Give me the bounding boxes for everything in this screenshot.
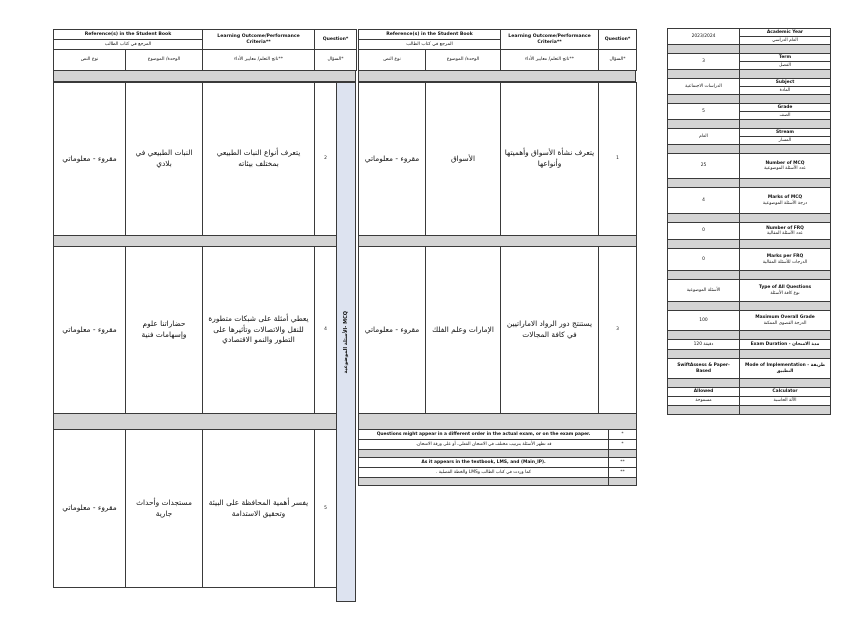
table-row [54,83,337,236]
grade-label-ar: الصف [740,112,831,120]
outcome-header-en: Learning Outcome/Performance Criteria** [501,30,599,50]
note-text: كما وردت في كتاب الطالب وLMS والخطة الفصلية . [359,468,609,478]
stream-label: Stream [740,129,831,137]
text-type-header: نوع النص [359,50,426,71]
row-separator [359,414,637,430]
frq-marks-value: 0 [668,249,740,271]
reference-header-ar: المرجع في كتاب الطالب [359,40,501,50]
term-label: Term [740,54,831,62]
row-separator [359,450,637,458]
middle-table-subheader [358,49,637,71]
outcome-cell: يستنتج دور الرواد الاماراتيين في كافة المجالات [501,247,599,414]
note-text: As it appears in the textbook, LMS, and (Main_IP). [359,458,609,468]
middle-table-body [358,82,637,430]
outcome-header-ar: ناتج التعلم/ معايير الأداء** [203,50,315,71]
mcq-marks-value: 4 [668,188,740,214]
question-type-value: الأسئلة الموضوعية [668,280,740,302]
reference-header-ar: المرجع في كتاب الطالب [54,40,203,50]
unit-cell: النبات الطبيعي في بلادي [126,83,203,236]
exam-duration-label: Exam Duration - مدة الامتحان [740,340,831,350]
note-mark: * [609,430,637,440]
outcome-cell: يعطي أمثلة على شبكات متطورة للنقل والاتصالات وتأثيرها على التطور والنمو الاقتصادي [203,247,315,414]
frq-count-label-ar: عدد الأسئلة المقالية [767,231,803,236]
text-type-cell: مقروء - معلوماتي [54,430,126,588]
gray-spacer [53,70,356,82]
gray-spacer [358,70,636,82]
term-value: 3 [668,54,740,70]
unit-cell: الأسواق [426,83,501,236]
mcq-section-band [336,82,356,602]
academic-year-value: 2023/2024 [668,29,740,45]
row-separator [54,414,337,430]
question-number-cell: 5 [315,430,337,588]
left-table-body [53,82,337,588]
reference-header-en: Reference(s) in the Student Book [54,30,203,40]
calculator-value-ar: مسموحة [668,397,740,406]
calculator-value: Allowed [668,388,740,397]
text-type-cell: مقروء - معلوماتي [54,247,126,414]
mcq-count-value: 25 [668,154,740,179]
subject-label-ar: المادة [740,87,831,95]
subject-value: الدراسات الاجتماعية [668,79,740,95]
note-text: Questions might appear in a different order in the actual exam, or on the exam paper. [359,430,609,440]
academic-year-label: Academic Year [740,29,831,37]
left-table-subheader [53,49,357,71]
table-row [54,430,337,588]
academic-year-label-ar: العام الدراسي [740,37,831,45]
text-type-cell: مقروء - معلوماتي [54,83,126,236]
outcome-cell: يتعرف أنواع النبات الطبيعي بمختلف بيئاته [203,83,315,236]
exam-info-panel [667,28,831,415]
reference-header-en: Reference(s) in the Student Book [359,30,501,40]
row-separator [359,478,637,486]
notes-table [358,429,637,486]
question-header-ar: السؤال* [315,50,357,71]
note-row [359,430,637,440]
max-grade-label: Maximum Overall Grade [755,315,815,321]
note-row [359,458,637,468]
question-number-cell: 4 [315,247,337,414]
note-row [359,468,637,478]
mcq-marks-label: Marks of MCQ [767,195,803,201]
table-row [359,247,637,414]
unit-cell: الإمارات وعلم الفلك [426,247,501,414]
outcome-cell: يفسر أهمية المحافظة على البيئة وتحقيق الاستدامة [203,430,315,588]
text-type-cell: مقروء - معلوماتي [359,83,426,236]
stream-value: العام [668,129,740,145]
frq-marks-label: Marks per FRQ [766,254,804,260]
mcq-marks-label-ar: درجة الأسئلة الموضوعية [762,200,808,206]
grade-value: 5 [668,104,740,120]
question-number-cell: 3 [599,247,637,414]
text-type-cell: مقروء - معلوماتي [359,247,426,414]
max-grade-value: 100 [668,311,740,331]
mcq-count-label: Number of MCQ [765,160,805,166]
question-header-en: Question* [599,30,637,50]
question-type-label-ar: نوع كافة الأسئلة [770,290,800,296]
outcome-header-ar: ناتج التعلم/ معايير الأداء** [501,50,599,71]
row-separator [54,236,337,247]
question-header-en: Question* [315,30,357,50]
implementation-mode-label: Mode of Implementation - طريقة التطبيق [740,359,831,379]
table-row [359,83,637,236]
subject-label: Subject [740,79,831,87]
text-type-header: نوع النص [54,50,126,71]
grade-label: Grade [740,104,831,112]
note-row [359,440,637,450]
question-number-cell: 2 [315,83,337,236]
note-mark: ** [609,458,637,468]
table-row [54,247,337,414]
unit-topic-header: الوحدة/ الموضوع [426,50,501,71]
question-header-ar: السؤال* [599,50,637,71]
middle-table-header [358,29,637,50]
calculator-label-ar: الآلة الحاسبة [740,397,831,406]
frq-count-label: Number of FRQ [766,225,804,231]
mcq-section-label: الأسئلة الموضوعية- MCQ [343,310,349,374]
unit-cell: حضاراتنا علوم وإسهامات فنية [126,247,203,414]
calculator-label: Calculator [740,388,831,397]
frq-marks-label-ar: الدرجات للأسئلة المقالية [762,259,808,265]
mcq-count-label-ar: عدد الأسئلة الموضوعية [764,166,806,171]
outcome-cell: يتعرف نشأة الأسواق وأهميتها وأنواعها [501,83,599,236]
middle-table [358,29,636,504]
unit-cell: مستجدات وأحداث جارية [126,430,203,588]
implementation-mode-value: SwiftAssess & Paper-Based [668,359,740,379]
unit-topic-header: الوحدة/ الموضوع [126,50,203,71]
note-text: قد تظهر الأسئلة بترتيب مختلف في الامتحان الفعلي، أو على ورقة الامتحان. [359,440,609,450]
left-table-header [53,29,357,50]
row-separator [359,236,637,247]
max-grade-label-ar: الدرجة القصوى الممكنة [763,320,807,326]
question-type-label: Type of All Questions [758,285,812,291]
exam-duration-value: 120 دقيقة [668,340,740,350]
frq-count-value: 0 [668,223,740,240]
stream-label-ar: المسار [740,137,831,145]
question-number-cell: 1 [599,83,637,236]
note-mark: ** [609,468,637,478]
left-table [53,29,356,602]
note-mark: * [609,440,637,450]
term-label-ar: الفصل [740,62,831,70]
outcome-header-en: Learning Outcome/Performance Criteria** [203,30,315,50]
